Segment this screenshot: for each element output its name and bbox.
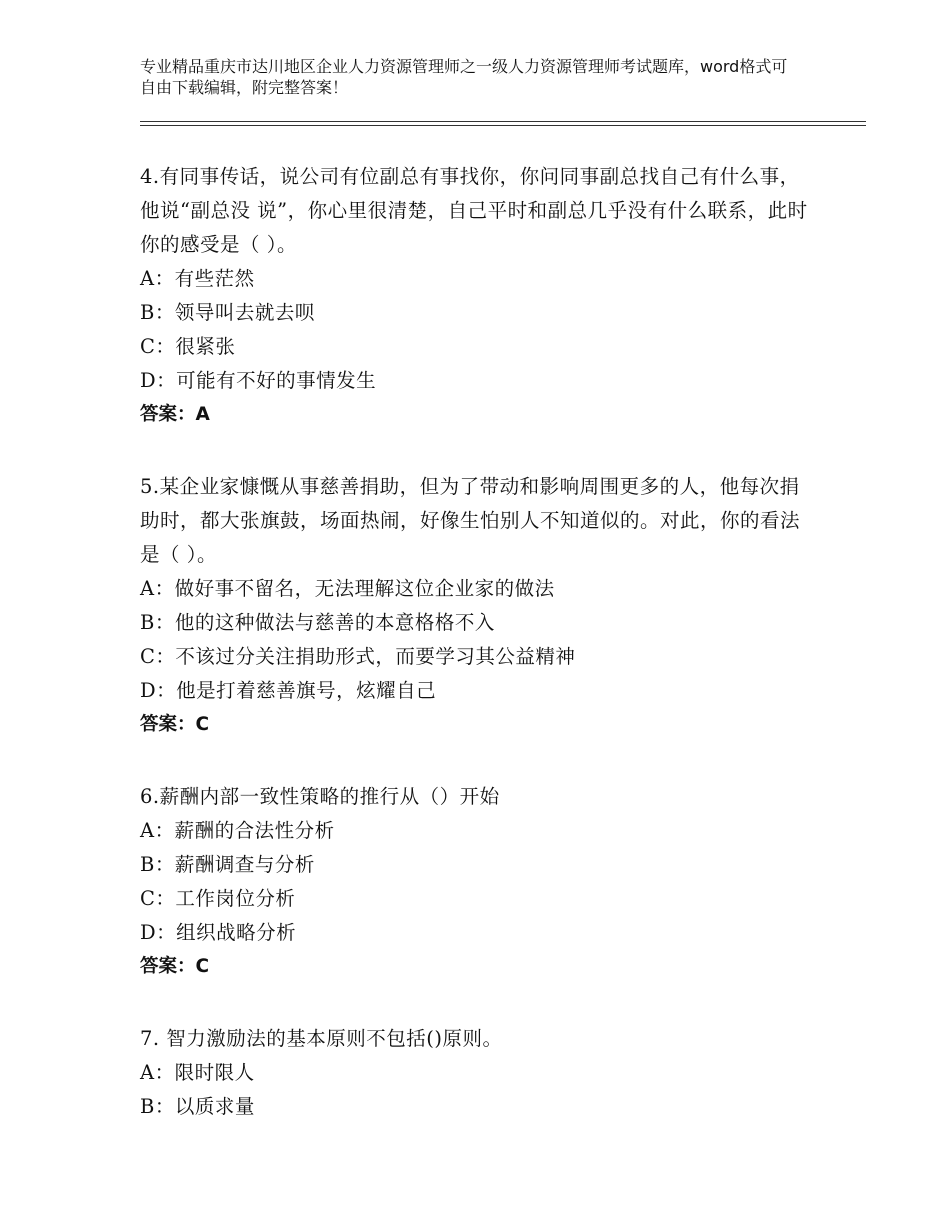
option-a: A：限时限人 xyxy=(140,1061,255,1084)
question-7 xyxy=(140,1022,810,1124)
option-d: D：可能有不好的事情发生 xyxy=(140,369,377,392)
option-b: B：他的这种做法与慈善的本意格格不入 xyxy=(140,611,495,634)
option-d: D：他是打着慈善旗号，炫耀自己 xyxy=(140,679,437,702)
option-c: C：工作岗位分析 xyxy=(140,887,296,910)
question-5 xyxy=(140,470,810,742)
answer: 答案：A xyxy=(140,404,210,425)
option-b: B：以质求量 xyxy=(140,1095,255,1118)
answer: 答案：C xyxy=(140,714,210,735)
option-c: C：不该过分关注捐助形式，而要学习其公益精神 xyxy=(140,645,576,668)
question-6 xyxy=(140,780,810,984)
answer: 答案：C xyxy=(140,956,210,977)
question-stem: 4.有同事传话，说公司有位副总有事找你，你问同事副总找自己有什么事，他说“副总没 说”，你心里很清楚，自己平时和副总几乎没有什么联系，此时你的感受是（ ）。 xyxy=(140,165,808,256)
header-title: 专业精品重庆市达川地区企业人力资源管理师之一级人力资源管理师考试题库，word格式可自由下载编辑，附完整答案！ xyxy=(140,57,788,97)
question-stem: 7. 智力激励法的基本原则不包括()原则。 xyxy=(140,1027,503,1050)
option-c: C：很紧张 xyxy=(140,335,236,358)
question-stem: 6.薪酬内部一致性策略的推行从（）开始 xyxy=(140,785,500,808)
option-b: B：薪酬调查与分析 xyxy=(140,853,315,876)
option-a: A：薪酬的合法性分析 xyxy=(140,819,335,842)
question-4 xyxy=(140,160,810,432)
header-divider xyxy=(140,121,866,122)
option-a: A：有些茫然 xyxy=(140,267,255,290)
question-stem: 5.某企业家慷慨从事慈善捐助，但为了带动和影响周围更多的人，他每次捐助时，都大张旗鼓，场面热闹，好像生怕别人不知道似的。对此，你的看法是（ ）。 xyxy=(140,475,801,566)
option-b: B：领导叫去就去呗 xyxy=(140,301,315,324)
option-a: A：做好事不留名，无法理解这位企业家的做法 xyxy=(140,577,555,600)
question-list xyxy=(140,160,810,1162)
option-d: D：组织战略分析 xyxy=(140,921,297,944)
page-header xyxy=(140,56,800,98)
